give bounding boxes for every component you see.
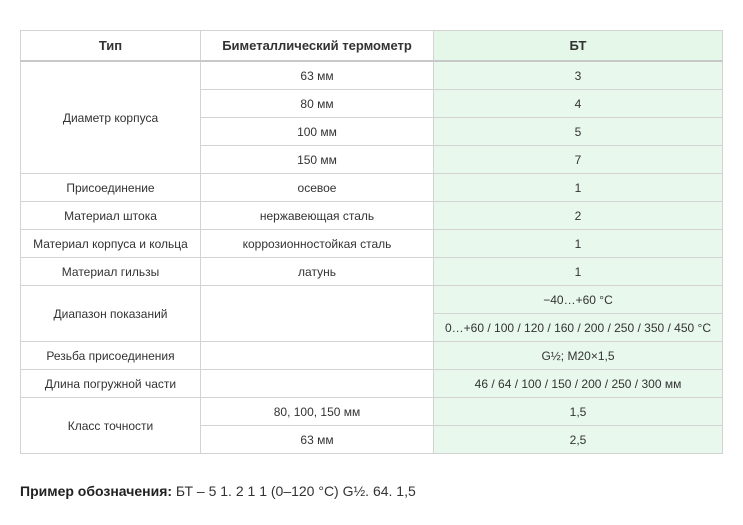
spec-cell: 63 мм — [201, 61, 434, 90]
code-cell: 0…+60 / 100 / 120 / 160 / 200 / 250 / 350 / 450 °С — [434, 314, 723, 342]
code-cell: 1 — [434, 258, 723, 286]
header-thermometer: Биметаллический термометр — [201, 31, 434, 62]
spec-cell: коррозионностойкая сталь — [201, 230, 434, 258]
row-label-thread: Резьба присоединения — [21, 342, 201, 370]
spec-cell: нержавеющая сталь — [201, 202, 434, 230]
code-cell: 1 — [434, 230, 723, 258]
row-label-sleeve-material: Материал гильзы — [21, 258, 201, 286]
table-row — [21, 258, 723, 286]
table-row — [21, 61, 723, 90]
code-cell: 4 — [434, 90, 723, 118]
spec-cell: 100 мм — [201, 118, 434, 146]
example-code: БТ – 5 1. 2 1 1 (0–120 °С) G½. 64. 1,5 — [175, 483, 416, 499]
spec-cell: 63 мм — [201, 426, 434, 454]
spec-cell — [201, 286, 434, 342]
code-cell: −40…+60 °С — [434, 286, 723, 314]
table-row — [21, 342, 723, 370]
table-row — [21, 230, 723, 258]
table-row — [21, 202, 723, 230]
table-row — [21, 370, 723, 398]
code-cell: 46 / 64 / 100 / 150 / 200 / 250 / 300 мм — [434, 370, 723, 398]
row-label-immersion-length: Длина погружной части — [21, 370, 201, 398]
spec-cell: 80, 100, 150 мм — [201, 398, 434, 426]
code-cell: 7 — [434, 146, 723, 174]
spec-cell: 80 мм — [201, 90, 434, 118]
table-row — [21, 398, 723, 426]
designation-example — [20, 483, 416, 499]
table-row — [21, 174, 723, 202]
example-label: Пример обозначения: — [20, 483, 173, 499]
row-label-connection: Присоединение — [21, 174, 201, 202]
spec-cell: 150 мм — [201, 146, 434, 174]
spec-cell — [201, 370, 434, 398]
specification-table — [20, 30, 723, 454]
row-label-accuracy: Класс точности — [21, 398, 201, 454]
row-label-stem-material: Материал штока — [21, 202, 201, 230]
row-label-diameter: Диаметр корпуса — [21, 61, 201, 174]
code-cell: G½; М20×1,5 — [434, 342, 723, 370]
row-label-body-material: Материал корпуса и кольца — [21, 230, 201, 258]
code-cell: 1,5 — [434, 398, 723, 426]
header-bt: БТ — [434, 31, 723, 62]
spec-cell — [201, 342, 434, 370]
spec-cell: осевое — [201, 174, 434, 202]
table-row — [21, 286, 723, 314]
header-type: Тип — [21, 31, 201, 62]
code-cell: 5 — [434, 118, 723, 146]
code-cell: 3 — [434, 61, 723, 90]
table-header-row — [21, 31, 723, 62]
code-cell: 2 — [434, 202, 723, 230]
code-cell: 2,5 — [434, 426, 723, 454]
row-label-range: Диапазон показаний — [21, 286, 201, 342]
code-cell: 1 — [434, 174, 723, 202]
spec-cell: латунь — [201, 258, 434, 286]
